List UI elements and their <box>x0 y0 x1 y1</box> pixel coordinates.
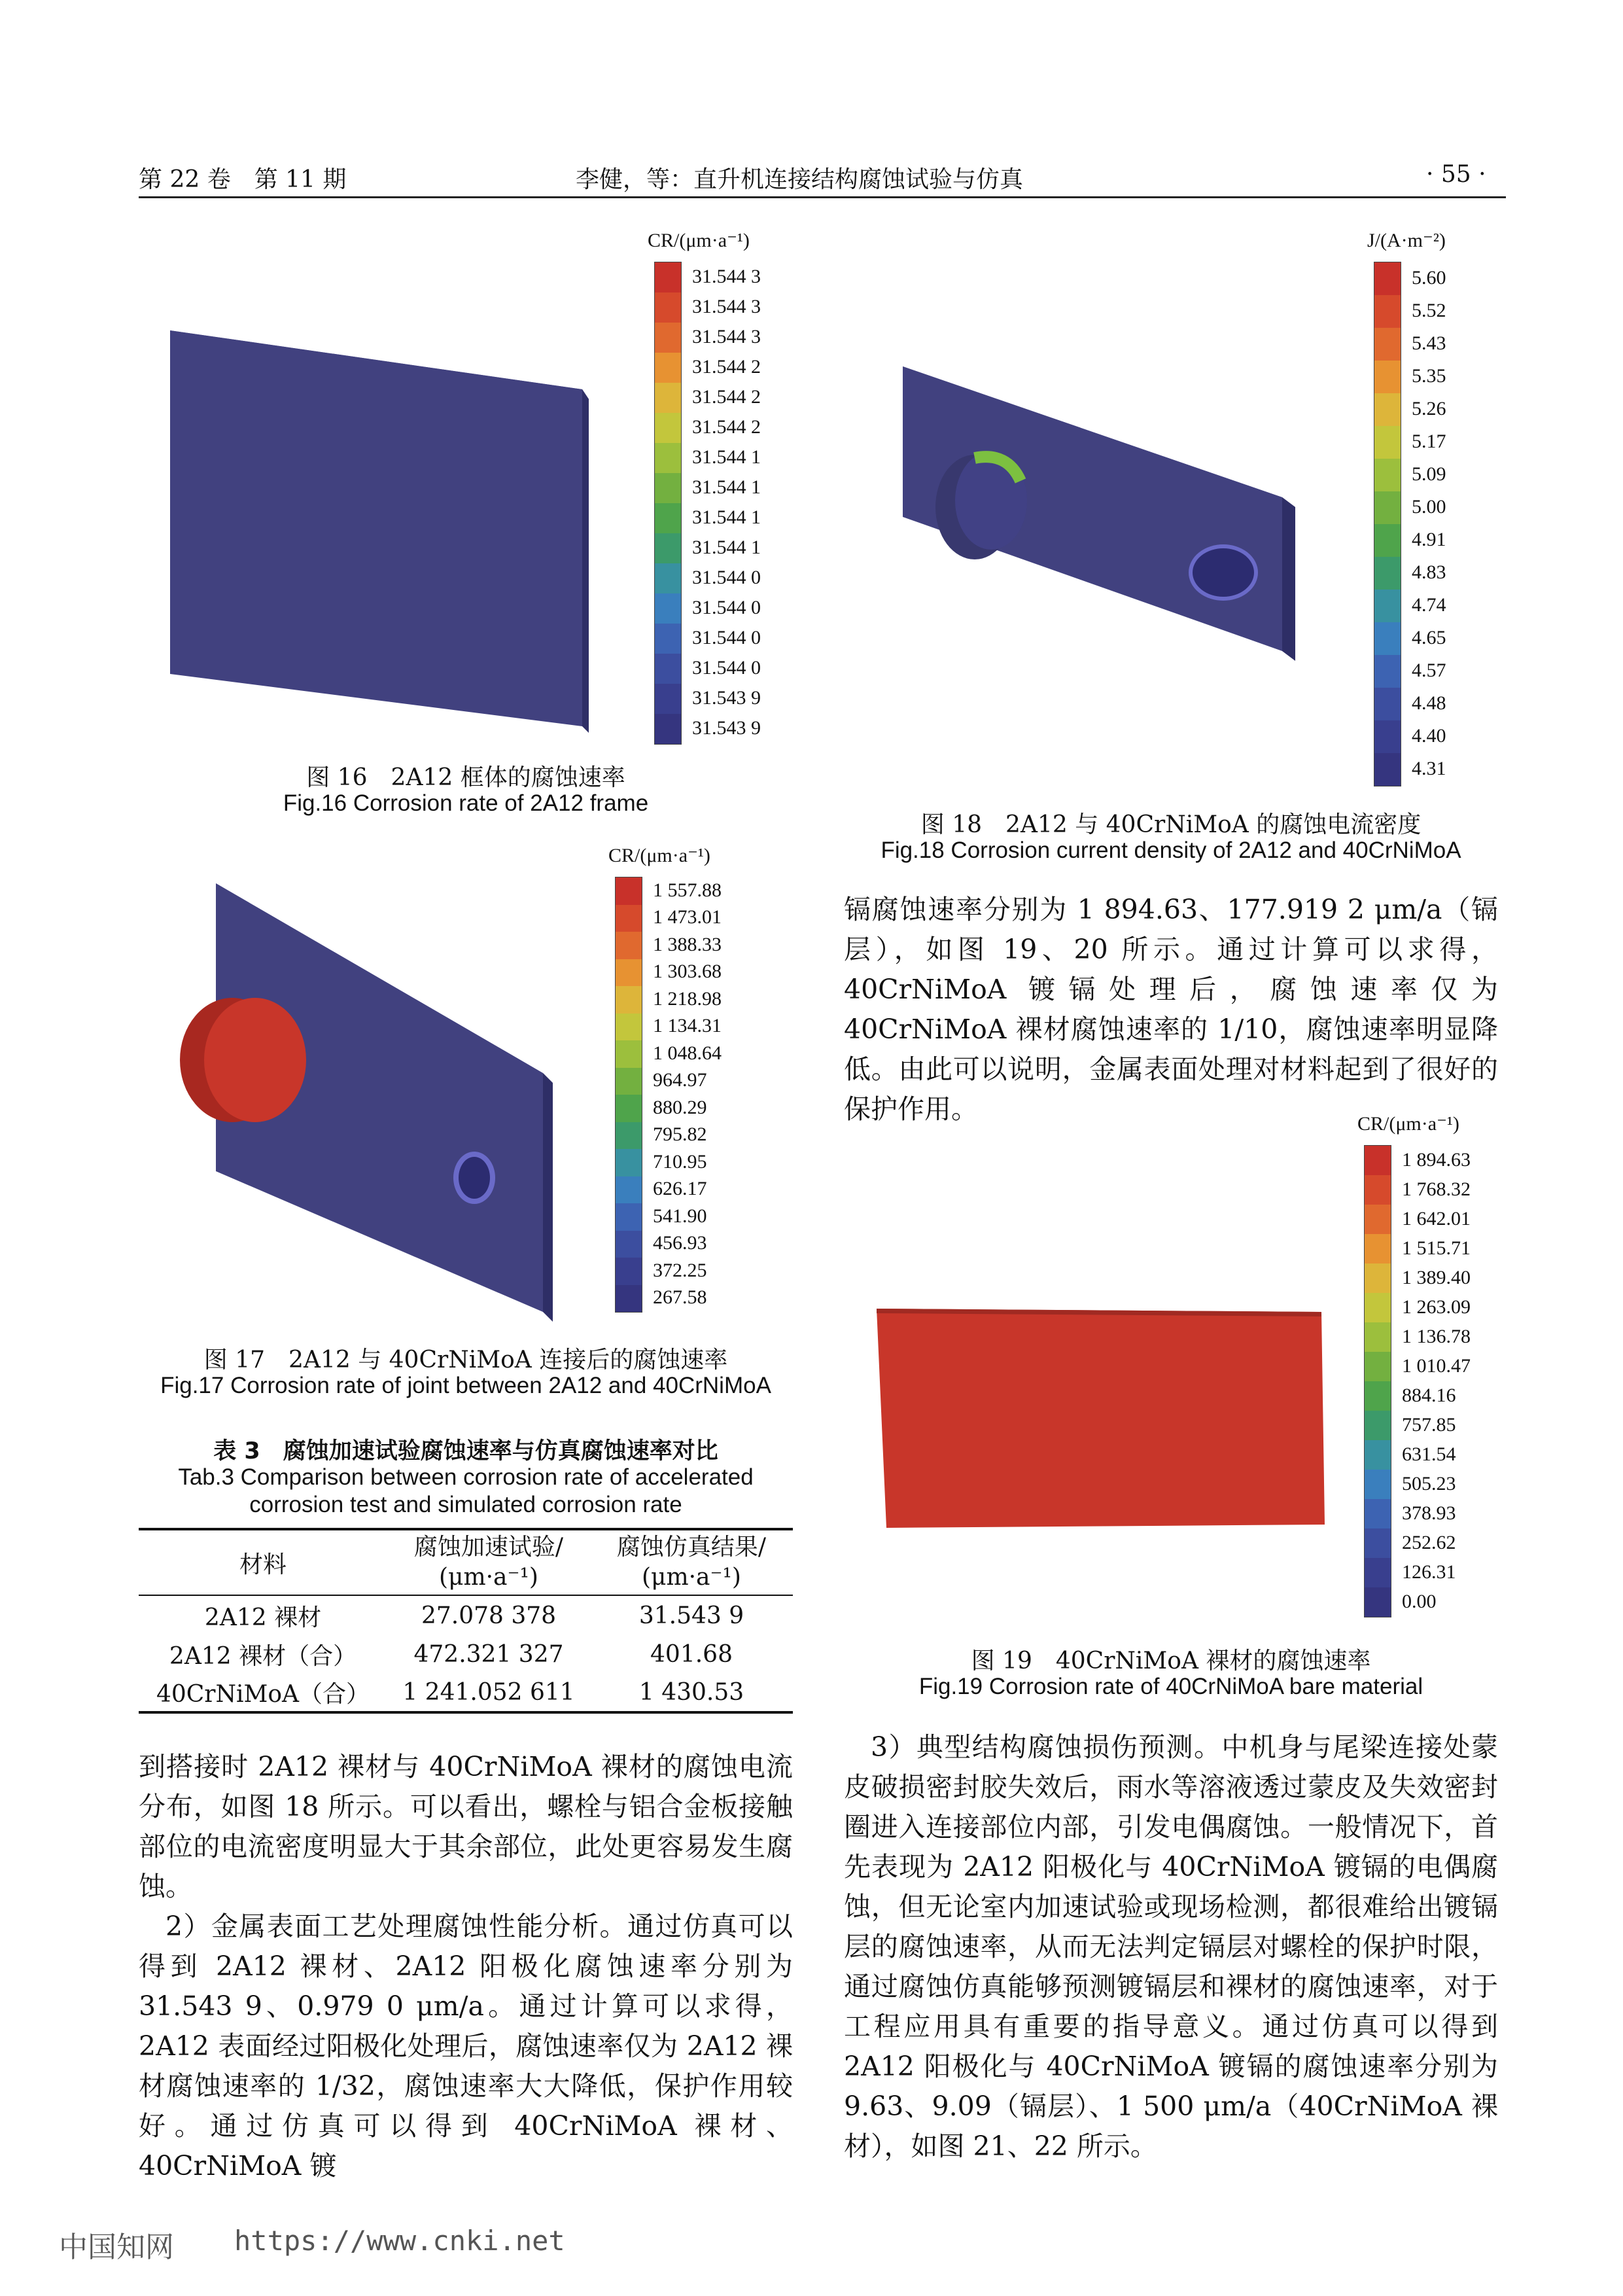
colorbar-cell <box>616 986 642 1014</box>
left-paragraph-1: 到搭接时 2A12 裸材与 40CrNiMoA 裸材的腐蚀电流分布，如图 18 所示。可以看出，螺栓与铝合金板接触部位的电流密度明显大于其余部位，此处更容易发生腐蚀。 <box>139 1751 793 1902</box>
colorbar-cell <box>1365 1411 1391 1440</box>
legend-value: 31.544 3 <box>692 266 761 287</box>
fig18-legend-title: J/(A·m⁻²) <box>1367 230 1446 251</box>
colorbar-cell <box>655 624 681 654</box>
table-row: 40CrNiMoA（合） 1 241.052 611 1 430.53 <box>156 1678 744 1708</box>
legend-value: 4.48 <box>1412 692 1446 714</box>
colorbar-cell <box>1365 1293 1391 1322</box>
legend-value: 5.35 <box>1412 365 1446 387</box>
legend-value: 1 218.98 <box>653 987 722 1010</box>
colorbar-cell <box>1365 1146 1391 1175</box>
colorbar-cell <box>616 1122 642 1150</box>
fig17-legend-title: CR/(μm·a⁻¹) <box>608 845 710 866</box>
legend-value: 5.09 <box>1412 463 1446 485</box>
colorbar-cell <box>655 443 681 473</box>
colorbar-cell <box>1365 1528 1391 1558</box>
fig17-caption-en: Fig.17 Corrosion rate of joint between 2A12 and 40CrNiMoA <box>160 1373 771 1398</box>
colorbar-cell <box>655 563 681 593</box>
legend-value: 626.17 <box>653 1178 707 1200</box>
colorbar-cell <box>1374 459 1401 491</box>
table3-header-sim: 腐蚀仿真结果/ (μm·a⁻¹) <box>616 1534 767 1591</box>
legend-value: 541.90 <box>653 1205 707 1227</box>
colorbar-cell <box>616 1149 642 1176</box>
colorbar-cell <box>1374 361 1401 393</box>
legend-value: 252.62 <box>1402 1531 1456 1553</box>
legend-value: 1 389.40 <box>1402 1266 1471 1288</box>
colorbar-cell <box>655 503 681 533</box>
legend-value: 372.25 <box>653 1259 707 1281</box>
legend-value: 31.544 2 <box>692 416 761 438</box>
colorbar-cell <box>655 262 681 292</box>
legend-value: 1 388.33 <box>653 933 722 955</box>
page-number: · 55 · <box>1426 161 1486 188</box>
colorbar-cell <box>1365 1440 1391 1470</box>
legend-value: 31.544 3 <box>692 326 761 347</box>
fig17-caption-cn: 图 17 2A12 与 40CrNiMoA 连接后的腐蚀速率 <box>203 1347 728 1373</box>
legend-value: 505.23 <box>1402 1472 1456 1494</box>
colorbar-cell <box>616 959 642 987</box>
table-row: 2A12 裸材 27.078 378 31.543 9 <box>204 1602 744 1631</box>
legend-value: 31.544 1 <box>692 537 761 558</box>
legend-value: 31.544 0 <box>692 627 761 648</box>
colorbar-cell <box>1374 426 1401 459</box>
legend-value: 31.544 0 <box>692 597 761 618</box>
legend-value: 31.544 1 <box>692 506 761 528</box>
fig19-render <box>873 1302 1331 1538</box>
table-row: 2A12 裸材（合） 472.321 327 401.68 <box>169 1640 733 1670</box>
site-url[interactable]: https://www.cnki.net <box>234 2225 565 2257</box>
table3-header-test: 腐蚀加速试验/ (μm·a⁻¹) <box>413 1534 564 1591</box>
fig16-caption-cn: 图 16 2A12 框体的腐蚀速率 <box>306 764 625 791</box>
table3-title-en-2: corrosion test and simulated corrosion rate <box>249 1492 682 1517</box>
table3-title-cn: 表 3 腐蚀加速试验腐蚀速率与仿真腐蚀速率对比 <box>213 1438 718 1464</box>
fig17-render <box>177 870 589 1328</box>
legend-value: 964.97 <box>653 1069 707 1091</box>
legend-value: 4.65 <box>1412 627 1446 648</box>
legend-value: 456.93 <box>653 1232 707 1254</box>
legend-value: 1 010.47 <box>1402 1354 1471 1377</box>
legend-value: 880.29 <box>653 1096 707 1118</box>
colorbar-cell <box>655 323 681 353</box>
colorbar-cell <box>616 1285 642 1313</box>
legend-value: 378.93 <box>1402 1502 1456 1524</box>
colorbar-cell <box>655 684 681 714</box>
legend-value: 4.83 <box>1412 561 1446 583</box>
colorbar-cell <box>1374 720 1401 753</box>
fig19-caption-en: Fig.19 Corrosion rate of 40CrNiMoA bare material <box>918 1674 1423 1699</box>
colorbar-cell <box>655 383 681 413</box>
legend-value: 4.31 <box>1412 758 1446 779</box>
legend-value: 0.00 <box>1402 1590 1437 1612</box>
legend-value: 710.95 <box>653 1150 707 1173</box>
legend-value: 1 515.71 <box>1402 1237 1471 1259</box>
journal-issue: 第 22 卷 第 11 期 <box>139 166 347 193</box>
legend-value: 4.91 <box>1412 529 1446 550</box>
colorbar-cell <box>1365 1322 1391 1352</box>
colorbar-cell <box>1374 688 1401 720</box>
colorbar-cell <box>1365 1234 1391 1263</box>
legend-value: 31.544 2 <box>692 386 761 408</box>
legend-value: 5.00 <box>1412 496 1446 518</box>
colorbar-cell <box>1374 557 1401 590</box>
legend-value: 5.60 <box>1412 267 1446 289</box>
colorbar-cell <box>655 473 681 503</box>
colorbar-cell <box>655 292 681 323</box>
legend-value: 31.544 3 <box>692 296 761 317</box>
legend-value: 1 303.68 <box>653 961 722 983</box>
legend-value: 1 642.01 <box>1402 1207 1471 1229</box>
legend-value: 1 768.32 <box>1402 1178 1471 1200</box>
legend-value: 1 894.63 <box>1402 1148 1471 1171</box>
legend-value: 31.543 9 <box>692 687 761 709</box>
colorbar-cell <box>1374 393 1401 426</box>
colorbar-cell <box>616 1203 642 1231</box>
colorbar-cell <box>1374 753 1401 786</box>
colorbar-cell <box>616 1014 642 1041</box>
running-title: 李健，等：直升机连接结构腐蚀试验与仿真 <box>576 166 1024 193</box>
legend-value: 5.43 <box>1412 332 1446 354</box>
legend-value: 4.40 <box>1412 725 1446 747</box>
colorbar-cell <box>655 654 681 684</box>
colorbar-cell <box>1374 655 1401 688</box>
legend-value: 267.58 <box>653 1286 707 1309</box>
colorbar-cell <box>1374 590 1401 622</box>
fig19-caption-cn: 图 19 40CrNiMoA 裸材的腐蚀速率 <box>971 1648 1371 1674</box>
table3 <box>139 1528 793 1714</box>
fig17-colorbar <box>615 877 642 1313</box>
colorbar-cell <box>616 1258 642 1285</box>
colorbar-cell <box>1374 262 1401 295</box>
legend-value: 5.17 <box>1412 431 1446 452</box>
colorbar-cell <box>616 1068 642 1095</box>
legend-value: 5.52 <box>1412 300 1446 321</box>
colorbar-cell <box>616 877 642 905</box>
left-column-text <box>139 1747 793 2186</box>
colorbar-cell <box>1374 622 1401 655</box>
table3-title-en-1: Tab.3 Comparison between corrosion rate of accelerated <box>178 1464 754 1490</box>
colorbar-cell <box>1374 491 1401 524</box>
left-paragraph-2: 2）金属表面工艺处理腐蚀性能分析。通过仿真可以得到 2A12 裸材、2A12 阳极化腐蚀速率分别为 31.543 9、0.979 0 μm/a。通过计算可以求得，2A12 表面经过阳极化处理后，腐蚀速率仅为 2A12 裸材腐蚀速率的 1/32，腐蚀速率大大降低，保护作用较好。通过仿真可以得到 40CrNiMoA 裸材、40CrNiMoA 镀 <box>139 1911 793 2181</box>
colorbar-cell <box>1365 1263 1391 1293</box>
colorbar-cell <box>616 1040 642 1068</box>
colorbar-cell <box>1365 1205 1391 1234</box>
legend-value: 884.16 <box>1402 1384 1456 1406</box>
colorbar-cell <box>1365 1470 1391 1499</box>
legend-value: 31.544 0 <box>692 657 761 679</box>
fig19-colorbar <box>1364 1145 1391 1617</box>
legend-value: 31.543 9 <box>692 717 761 739</box>
legend-value: 1 134.31 <box>653 1015 722 1037</box>
legend-value: 4.74 <box>1412 594 1446 616</box>
legend-value: 126.31 <box>1402 1561 1456 1583</box>
colorbar-cell <box>1365 1352 1391 1381</box>
colorbar-cell <box>616 905 642 932</box>
colorbar-cell <box>655 593 681 624</box>
colorbar-cell <box>1365 1381 1391 1411</box>
colorbar-cell <box>1365 1175 1391 1205</box>
colorbar-cell <box>1365 1558 1391 1587</box>
table3-header-material: 材料 <box>239 1551 287 1578</box>
fig16-legend-title: CR/(μm·a⁻¹) <box>648 230 750 251</box>
fig18-caption-cn: 图 18 2A12 与 40CrNiMoA 的腐蚀电流密度 <box>920 811 1422 838</box>
legend-value: 4.57 <box>1412 660 1446 681</box>
site-name: 中国知网 <box>59 2231 174 2264</box>
colorbar-cell <box>1365 1587 1391 1617</box>
legend-value: 1 048.64 <box>653 1042 722 1064</box>
legend-value: 631.54 <box>1402 1443 1456 1465</box>
legend-value: 5.26 <box>1412 398 1446 419</box>
fig16-caption-en: Fig.16 Corrosion rate of 2A12 frame <box>283 790 649 816</box>
legend-value: 31.544 1 <box>692 446 761 468</box>
colorbar-cell <box>655 714 681 744</box>
header-rule <box>139 196 1506 198</box>
fig18-colorbar <box>1374 262 1401 786</box>
colorbar-cell <box>1365 1499 1391 1528</box>
legend-value: 1 263.09 <box>1402 1296 1471 1318</box>
legend-value: 795.82 <box>653 1123 707 1146</box>
legend-value: 1 473.01 <box>653 906 722 928</box>
legend-value: 31.544 1 <box>692 476 761 498</box>
colorbar-cell <box>1374 328 1401 361</box>
legend-value: 31.544 0 <box>692 567 761 588</box>
fig18-render <box>877 340 1335 680</box>
colorbar-cell <box>616 1095 642 1122</box>
fig16-colorbar <box>654 262 682 745</box>
fig19-legend-title: CR/(μm·a⁻¹) <box>1357 1113 1459 1135</box>
right-paragraph-2: 3）典型结构腐蚀损伤预测。中机身与尾梁连接处蒙皮破损密封胶失效后，雨水等溶液透过蒙皮及失效密封圈进入连接部位内部，引发电偶腐蚀。一般情况下，首先表现为 2A12 阳极化与 40CrNiMoA 镀镉的电偶腐蚀，但无论室内加速试验或现场检测，都很难给出镀镉层的腐蚀速率，从而无法判定镉层对螺栓的保护时限，通过腐蚀仿真能够预测镀镉层和裸材的腐蚀速率，对于工程应用具有重要的指导意义。通过仿真可以得到 2A12 阳极化与 40CrNiMoA 镀镉的腐蚀速率分别为 9.63、9.09（镉层）、1 500 μm/a（40CrNiMoA 裸材），如图 21、22 所示。 <box>844 1731 1498 2162</box>
legend-value: 1 136.78 <box>1402 1325 1471 1347</box>
colorbar-cell <box>655 353 681 383</box>
legend-value: 1 557.88 <box>653 879 722 901</box>
right-paragraph-1: 镉腐蚀速率分别为 1 894.63、177.919 2 μm/a（镉层），如图 19、20 所示。通过计算可以求得，40CrNiMoA 镀镉处理后，腐蚀速率仅为 40CrNiMoA 裸材腐蚀速率的 1/10，腐蚀速率明显降低。由此可以说明，金属表面处理对材料起到了很好的保护作用。 <box>844 894 1498 1125</box>
colorbar-cell <box>655 533 681 563</box>
colorbar-cell <box>616 932 642 959</box>
colorbar-cell <box>1374 295 1401 328</box>
legend-value: 31.544 2 <box>692 356 761 378</box>
legend-value: 757.85 <box>1402 1413 1456 1436</box>
fig18-caption-en: Fig.18 Corrosion current density of 2A12 and 40CrNiMoA <box>881 838 1461 863</box>
colorbar-cell <box>1374 524 1401 557</box>
colorbar-cell <box>616 1176 642 1204</box>
fig16-render <box>157 275 615 746</box>
colorbar-cell <box>616 1231 642 1258</box>
colorbar-cell <box>655 413 681 443</box>
